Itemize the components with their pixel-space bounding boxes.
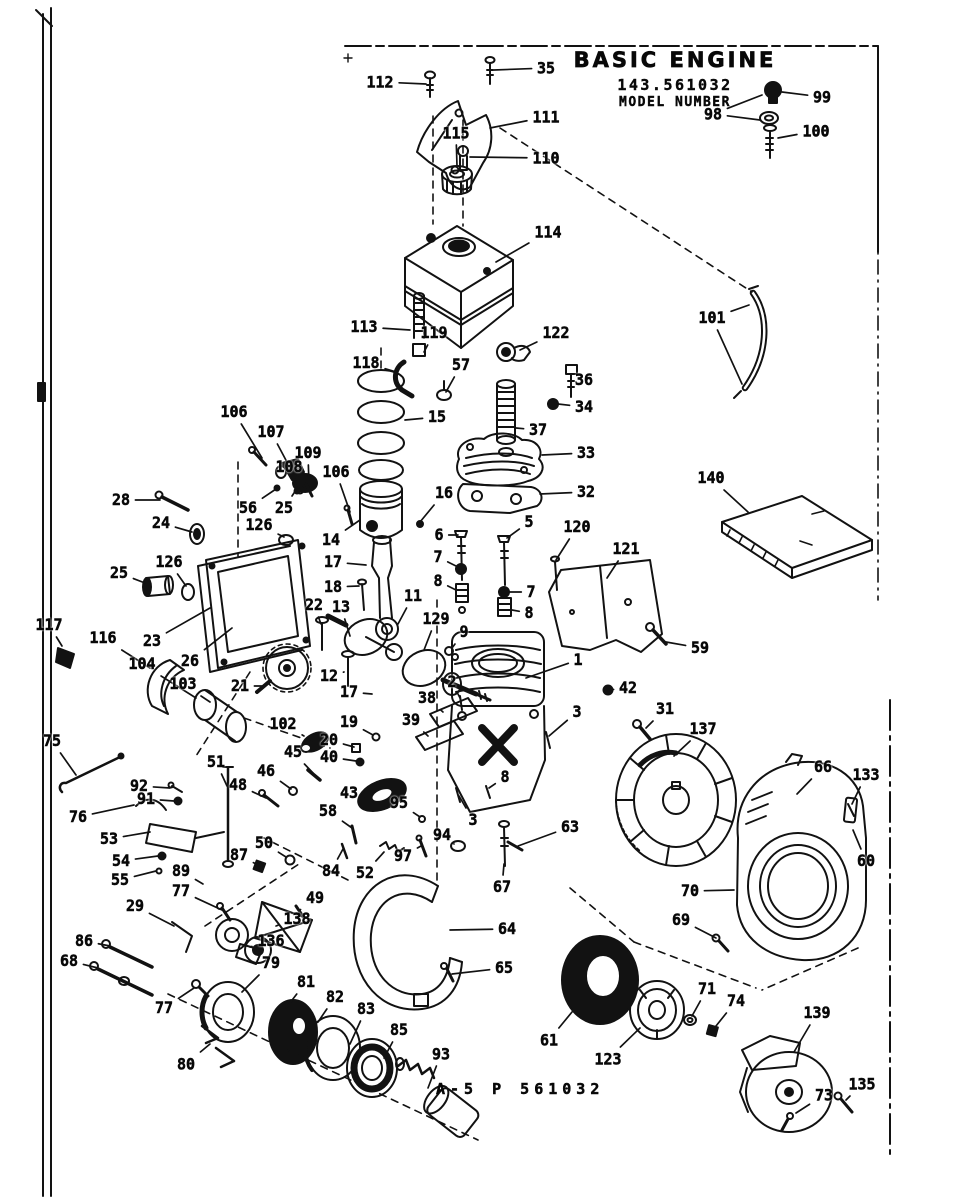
leader-line-113 <box>383 328 410 330</box>
part-callout-77: 77 <box>154 998 174 1018</box>
part-callout-26: 26 <box>180 651 200 671</box>
part-callout-12: 12 <box>319 666 339 686</box>
part-callout-21: 21 <box>230 676 250 696</box>
leader-line-51 <box>222 774 228 786</box>
part-callout-57: 57 <box>451 355 471 375</box>
part-callout-70: 70 <box>680 881 700 901</box>
part-callout-135: 135 <box>848 1074 876 1094</box>
leader-line-59 <box>666 642 686 645</box>
part-callout-109: 109 <box>294 443 322 463</box>
part-callout-22: 22 <box>304 595 324 615</box>
leader-line-8 <box>489 784 495 788</box>
leader-line-3 <box>549 720 567 736</box>
part-callout-53: 53 <box>99 829 119 849</box>
model-number-label: MODEL NUMBER <box>619 95 731 110</box>
part-callout-104: 104 <box>128 654 156 674</box>
part-callout-108: 108 <box>275 457 303 477</box>
part-callout-55: 55 <box>110 870 130 890</box>
bracket-screws <box>425 57 495 97</box>
leader-line-34 <box>558 404 570 405</box>
part-callout-74: 74 <box>726 991 746 1011</box>
part-callout-37: 37 <box>528 420 548 440</box>
piston <box>360 481 402 538</box>
part-callout-100: 100 <box>802 121 830 141</box>
blower-housing <box>737 754 866 960</box>
leader-line-79 <box>242 975 259 992</box>
part-callout-43: 43 <box>339 783 359 803</box>
leader-line-109 <box>308 465 309 486</box>
part-callout-114: 114 <box>534 222 562 242</box>
part-callout-61: 61 <box>539 1030 559 1050</box>
leader-line-115 <box>456 145 457 166</box>
part-callout-137: 137 <box>689 719 717 739</box>
leader-line-53 <box>123 832 150 837</box>
leader-line-31 <box>646 721 653 728</box>
part-callout-121: 121 <box>612 539 640 559</box>
page-title: BASIC ENGINE <box>573 48 777 72</box>
leader-line-67 <box>503 864 504 875</box>
leader-line-52 <box>376 852 384 861</box>
connecting-rod <box>358 536 398 640</box>
part-callout-23: 23 <box>142 631 162 651</box>
leader-line-139 <box>794 1025 810 1052</box>
leader-line-77 <box>178 988 194 998</box>
leader-line-37 <box>516 428 524 429</box>
part-callout-126: 126 <box>155 552 183 572</box>
leader-line-50 <box>278 852 286 857</box>
leader-line-17 <box>363 693 372 694</box>
leader-line-95 <box>413 813 420 817</box>
part-callout-25: 25 <box>109 563 129 583</box>
crankcase-cover <box>198 540 310 672</box>
part-callout-3: 3 <box>572 702 582 722</box>
part-callout-94: 94 <box>432 825 452 845</box>
part-callout-106: 106 <box>322 462 350 482</box>
part-callout-8: 8 <box>433 571 443 591</box>
part-callout-75: 75 <box>42 731 62 751</box>
part-callout-71: 71 <box>697 979 717 999</box>
leader-line-11 <box>398 608 407 624</box>
part-callout-28: 28 <box>111 490 131 510</box>
leader-line-70 <box>704 890 734 891</box>
part-callout-110: 110 <box>532 148 560 168</box>
leader-line-8 <box>448 586 456 590</box>
cylinder-head <box>457 433 543 485</box>
part-callout-138: 138 <box>283 909 311 929</box>
leader-line-129 <box>424 631 431 650</box>
part-callout-89: 89 <box>171 861 191 881</box>
brake-band <box>354 875 462 1009</box>
part-callout-50: 50 <box>254 833 274 853</box>
leader-line-110 <box>470 157 527 158</box>
leader-line-17 <box>347 563 366 565</box>
housing-clip <box>844 798 857 823</box>
leader-line-33 <box>542 454 572 455</box>
starter-pulley <box>740 1036 852 1132</box>
part-callout-58: 58 <box>318 801 338 821</box>
part-callout-118: 118 <box>352 353 380 373</box>
part-callout-82: 82 <box>325 987 345 1007</box>
leader-line-1 <box>526 663 568 678</box>
part-callout-115: 115 <box>442 123 470 143</box>
part-callout-15: 15 <box>427 407 447 427</box>
part-callout-46: 46 <box>256 761 276 781</box>
flywheel-bolt <box>633 720 650 739</box>
part-callout-80: 80 <box>176 1054 196 1074</box>
leader-line-7 <box>448 562 458 567</box>
part-callout-18: 18 <box>323 577 343 597</box>
leader-line-80 <box>200 1044 210 1052</box>
leader-line-8 <box>512 610 519 611</box>
page-code: A-5 P 561032 <box>436 1080 605 1098</box>
leader-line-56 <box>262 489 276 498</box>
part-callout-99: 99 <box>812 87 832 107</box>
part-callout-77: 77 <box>171 881 191 901</box>
leader-line-32 <box>540 493 572 494</box>
leader-line-138 <box>276 925 278 926</box>
leader-line-42 <box>608 689 614 690</box>
part-callout-81: 81 <box>296 972 316 992</box>
leader-line-82 <box>318 1009 327 1022</box>
leader-line-75 <box>60 753 76 775</box>
part-callout-119: 119 <box>420 323 448 343</box>
leader-line-91 <box>160 800 174 801</box>
leader-line-140 <box>724 490 748 512</box>
part-callout-45: 45 <box>283 742 303 762</box>
leader-line-103 <box>201 696 210 702</box>
muffler-bolt-washer <box>548 365 577 409</box>
leader-line-55 <box>134 871 156 876</box>
leader-line-92 <box>153 787 170 788</box>
leader-line-97 <box>417 846 421 848</box>
part-callout-59: 59 <box>690 638 710 658</box>
part-callout-67: 67 <box>492 877 512 897</box>
cover-seals <box>143 492 204 601</box>
leader-line-54 <box>135 856 158 859</box>
part-callout-84: 84 <box>321 861 341 881</box>
leader-line-101 <box>717 330 742 384</box>
part-callout-136: 136 <box>257 931 285 951</box>
part-callout-95: 95 <box>389 793 409 813</box>
head-gasket <box>458 484 541 513</box>
part-callout-91: 91 <box>136 789 156 809</box>
leader-line-69 <box>695 927 716 938</box>
part-callout-34: 34 <box>574 397 594 417</box>
part-callout-102: 102 <box>269 714 297 734</box>
part-callout-56: 56 <box>238 498 258 518</box>
leader-line-112 <box>399 83 426 84</box>
part-callout-8: 8 <box>524 603 534 623</box>
part-callout-98: 98 <box>703 104 723 124</box>
part-callout-19: 19 <box>339 712 359 732</box>
part-callout-7: 7 <box>526 582 536 602</box>
leader-line-35 <box>494 69 532 70</box>
part-callout-31: 31 <box>655 699 675 719</box>
leader-line-120 <box>556 539 569 560</box>
retainer-fasteners <box>684 1015 718 1036</box>
part-callout-126: 126 <box>245 515 273 535</box>
part-callout-49: 49 <box>305 888 325 908</box>
fuel-pipe <box>734 286 764 398</box>
leader-line-57 <box>446 377 454 392</box>
part-callout-112: 112 <box>366 72 394 92</box>
part-callout-14: 14 <box>321 530 341 550</box>
part-callout-117: 117 <box>35 615 63 635</box>
leader-line-98 <box>727 116 760 120</box>
part-callout-79: 79 <box>261 953 281 973</box>
leader-line-65 <box>452 970 490 974</box>
leader-line-46 <box>280 781 291 789</box>
exhaust-elbow <box>497 343 530 361</box>
part-callout-35: 35 <box>536 58 556 78</box>
leader-line-84 <box>338 849 343 859</box>
part-callout-120: 120 <box>563 517 591 537</box>
part-callout-122: 122 <box>542 323 570 343</box>
leader-line-135 <box>846 1096 850 1100</box>
part-callout-48: 48 <box>228 775 248 795</box>
part-callout-64: 64 <box>497 919 517 939</box>
part-callout-25: 25 <box>274 498 294 518</box>
leader-line-58 <box>342 821 352 828</box>
leader-line-40 <box>343 759 356 761</box>
part-callout-86: 86 <box>74 931 94 951</box>
part-callout-140: 140 <box>697 468 725 488</box>
part-callout-16: 16 <box>434 483 454 503</box>
part-callout-103: 103 <box>169 674 197 694</box>
leader-line-66 <box>797 779 811 794</box>
heat-baffle <box>549 557 666 653</box>
model-number: 143.561032 <box>617 76 733 94</box>
part-callout-97: 97 <box>393 846 413 866</box>
leader-line-74 <box>716 1013 726 1026</box>
part-callout-33: 33 <box>576 443 596 463</box>
part-callout-13: 13 <box>331 597 351 617</box>
leader-line-101 <box>731 305 749 311</box>
leader-line-123 <box>620 1028 640 1047</box>
part-callout-8: 8 <box>500 767 510 787</box>
part-callout-1: 1 <box>573 650 583 670</box>
part-callout-7: 7 <box>433 547 443 567</box>
part-callout-5: 5 <box>524 512 534 532</box>
part-callout-68: 68 <box>59 951 79 971</box>
leader-line-38 <box>441 710 443 712</box>
part-callout-69: 69 <box>671 910 691 930</box>
part-callout-51: 51 <box>206 752 226 772</box>
part-callout-2: 2 <box>447 672 457 692</box>
part-callout-38: 38 <box>417 688 437 708</box>
part-callout-60: 60 <box>856 851 876 871</box>
part-callout-40: 40 <box>319 747 339 767</box>
part-callout-11: 11 <box>403 586 423 606</box>
leader-line-5 <box>507 529 519 538</box>
leader-line-29 <box>149 913 174 926</box>
part-callout-101: 101 <box>698 308 726 328</box>
leader-line-60 <box>853 830 861 849</box>
part-callout-133: 133 <box>852 765 880 785</box>
part-callout-116: 116 <box>89 628 117 648</box>
part-callout-85: 85 <box>389 1020 409 1040</box>
part-callout-29: 29 <box>125 896 145 916</box>
part-callout-39: 39 <box>401 710 421 730</box>
part-callout-63: 63 <box>560 817 580 837</box>
part-callout-9: 9 <box>459 622 469 642</box>
leader-line-126 <box>178 574 187 586</box>
mounting-bracket <box>417 101 491 189</box>
leader-line-71 <box>692 1001 700 1016</box>
part-callout-6: 6 <box>434 525 444 545</box>
part-callout-107: 107 <box>257 422 285 442</box>
leader-line-16 <box>420 505 434 522</box>
part-callout-32: 32 <box>576 482 596 502</box>
part-callout-66: 66 <box>813 757 833 777</box>
title-block <box>560 48 790 110</box>
leader-line-100 <box>778 135 797 138</box>
leader-line-63 <box>518 832 556 846</box>
part-callout-113: 113 <box>350 317 378 337</box>
part-callout-106: 106 <box>220 402 248 422</box>
oil-seal <box>562 936 638 1024</box>
part-callout-20: 20 <box>319 730 339 750</box>
part-callout-42: 42 <box>618 678 638 698</box>
leader-line-2 <box>458 694 460 698</box>
part-callout-111: 111 <box>532 107 560 127</box>
leader-line-15 <box>405 418 423 420</box>
leader-line-136 <box>250 946 252 947</box>
part-callout-65: 65 <box>494 958 514 978</box>
leader-line-24 <box>175 527 192 532</box>
part-callout-76: 76 <box>68 807 88 827</box>
part-callout-54: 54 <box>111 851 131 871</box>
part-callout-24: 24 <box>151 513 171 533</box>
leader-line-76 <box>92 805 134 814</box>
leader-line-61 <box>559 1012 572 1028</box>
part-callout-83: 83 <box>356 999 376 1019</box>
leader-line-64 <box>450 929 493 930</box>
leader-line-111 <box>490 121 527 128</box>
leader-line-102 <box>302 735 304 736</box>
part-callout-17: 17 <box>339 682 359 702</box>
leader-line-19 <box>363 730 373 735</box>
exhaust-pipe <box>497 380 515 456</box>
part-callout-87: 87 <box>229 845 249 865</box>
part-callout-92: 92 <box>129 776 149 796</box>
part-callout-93: 93 <box>431 1044 451 1064</box>
part-callout-3: 3 <box>468 810 478 830</box>
leader-line-89 <box>195 880 203 884</box>
leader-line-117 <box>56 637 62 646</box>
leader-line-86 <box>98 944 110 946</box>
leader-line-73 <box>796 1104 810 1113</box>
part-callout-17: 17 <box>323 552 343 572</box>
cylinder-block <box>448 632 545 812</box>
part-callout-36: 36 <box>574 370 594 390</box>
part-callout-52: 52 <box>355 863 375 883</box>
part-callout-123: 123 <box>594 1049 622 1069</box>
part-callout-73: 73 <box>814 1085 834 1105</box>
part-callout-129: 129 <box>422 609 450 629</box>
part-callout-139: 139 <box>803 1003 831 1023</box>
